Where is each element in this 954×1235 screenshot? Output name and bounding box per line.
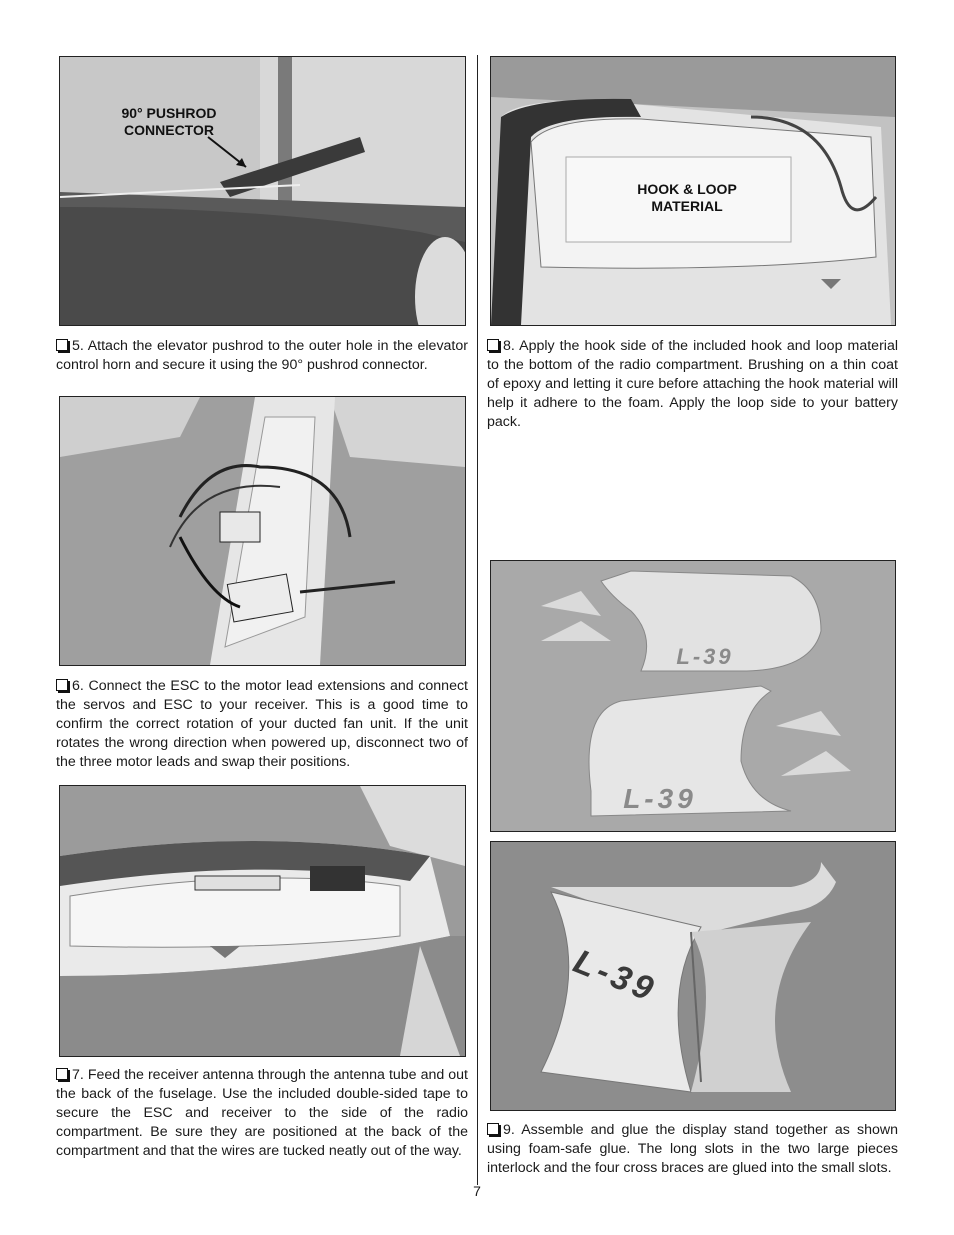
photo-esc-receiver [59, 396, 466, 666]
step-7-text [56, 1066, 468, 1161]
step-7-checkbox[interactable] [56, 1068, 68, 1080]
step-9-label: 9. Assemble and glue the display stand together as shown using foam-safe glue. The long slots in the two large pieces interlock and the four cross braces are glued into the small slots. [487, 1122, 898, 1176]
step-9-text [487, 1121, 898, 1178]
step-8-text [487, 337, 898, 432]
photo-label-pushrod-connector: 90° PUSHROD CONNECTOR [121, 105, 217, 138]
part-label-l39-assembled: L-39 [568, 942, 663, 1010]
step-5-label: 5. Attach the elevator pushrod to the outer hole in the elevator control horn and secure it using the 90° pushrod connector. [56, 338, 468, 373]
step-6-label: 6. Connect the ESC to the motor lead extensions and connect the servos and ESC to your receiver. This is a good time to confirm the correct rotation of your ducted fan unit. If the unit rotates the wrong direction when powered up, disconnect two of the three motor leads and swap their positions. [56, 678, 468, 770]
page-number: 7 [473, 1183, 481, 1199]
photo-stand-assembled [490, 841, 896, 1111]
step-8-checkbox[interactable] [487, 339, 499, 351]
photo-fuselage-compartment [59, 785, 466, 1057]
photo-label-hook-loop: HOOK & LOOP MATERIAL [637, 181, 737, 214]
step-6-checkbox[interactable] [56, 679, 68, 691]
part-label-l39-bottom: L-39 [623, 783, 697, 814]
step-5-checkbox[interactable] [56, 339, 68, 351]
step-7-label: 7. Feed the receiver antenna through the antenna tube and out the back of the fuselage. Use the included double-sided tape to secure the ESC and receiver to the side of the radio compartment. Be sure they are positioned at the back of the compartment and that the wires are tucked neatly out of the way. [56, 1067, 468, 1159]
step-8-label: 8. Apply the hook side of the included hook and loop material to the bottom of the radio compartment. Brushing on a thin coat of epoxy and letting it cure before attaching the hook material will help it adhere to the foam. Apply the loop side to your battery pack. [487, 338, 898, 430]
step-6-text [56, 677, 468, 772]
part-label-l39-top: L-39 [676, 644, 734, 669]
column-divider [477, 55, 478, 1185]
step-9-checkbox[interactable] [487, 1123, 499, 1135]
step-5-text [56, 337, 468, 375]
